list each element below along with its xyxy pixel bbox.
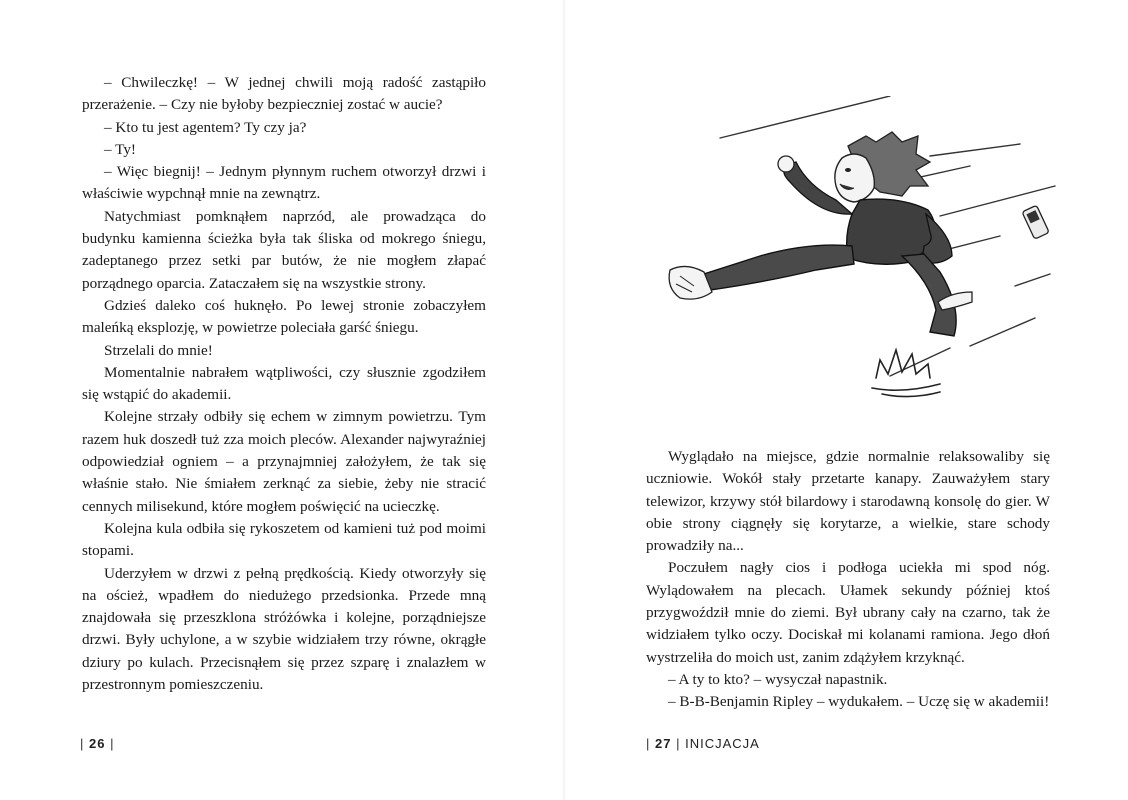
- section-title: INICJACJA: [685, 736, 760, 751]
- paragraph: Wyglądało na miejsce, gdzie normalnie relaksowaliby się uczniowie. Wokół stały przetarte kanapy. Zauważyłem stary telewizor, krzywy stół bilardowy i starodawną konsolę do gier. W obie strony ciągnęły się korytarze, a wielkie, stare schody prowadziły na...: [646, 448, 1050, 555]
- paragraph: – A ty to kto? – wysyczał napastnik.: [668, 670, 888, 688]
- paragraph: Momentalnie nabrałem wątpliwości, czy słusznie zgodziłem się wstąpić do akademii.: [82, 363, 486, 404]
- folio-bar: |: [646, 736, 651, 751]
- page-number-footer: [646, 736, 760, 751]
- paragraph: Kolejna kula odbiła się rykoszetem od kamieni tuż pod moimi stopami.: [82, 519, 486, 560]
- page-number: 27: [655, 736, 672, 751]
- paragraph: Gdzieś daleko coś huknęło. Po lewej stronie zobaczyłem maleńką eksplozję, w powietrze poleciała garść śniegu.: [82, 296, 486, 337]
- paragraph: Uderzyłem w drzwi z pełną prędkością. Kiedy otworzyły się na oścież, wpadłem do niedużego przedsionka. Przede mną znajdowała się przeszklona stróżówka i kolejne, porządniejsze drzwi. Były uchylone, a w szybie widziałem trzy równe, okrągłe dziury po kulach. Przecisnąłem się przez szparę i znalazłem w przestronnym pomieszczeniu.: [82, 564, 486, 694]
- right-page-text: [646, 446, 1050, 714]
- paragraph: Kolejne strzały odbiły się echem w zimnym powietrzu. Tym razem huk doszedł tuż zza moich pleców. Alexander najwyraźniej odpowiedział ogniem – a przynajmniej założyłem, że tak się właśnie stało. Nie śmiałem zerknąć za siebie, żeby nie stracić cennych milisekund, które mogłem poświęcić na ucieczkę.: [82, 408, 486, 515]
- running-boy-illustration-icon: [640, 96, 1080, 406]
- folio-bar: |: [676, 736, 681, 751]
- paragraph: – Chwileczkę! – W jednej chwili moją radość zastąpiło przerażenie. – Czy nie byłoby bezpieczniej zostać w aucie?: [82, 74, 486, 114]
- page-number: 26: [89, 736, 106, 751]
- paragraph: Natychmiast pomknąłem naprzód, ale prowadząca do budynku kamienna ścieżka była tak śliska od mokrego śniegu, zadeptanego przez setki par butów, że nie mogłem złapać porządnego oparcia. Zataczałem się na wszystkie strony.: [82, 207, 486, 292]
- paragraph: Poczułem nagły cios i podłoga uciekła mi spod nóg. Wylądowałem na plecach. Ułamek sekundy później ktoś przygwoździł mnie do ziemi. Był ubrany cały na czarno, tak że widziałem tylko oczy. Dociskał mi kolanami ramiona. Jego dłoń wystrzeliła do moich ust, zanim zdążyłem krzyknąć.: [646, 559, 1050, 666]
- paragraph: – B-B-Benjamin Ripley – wydukałem. – Uczę się w akademii!: [668, 693, 1050, 711]
- paragraph: – Kto tu jest agentem? Ty czy ja?: [104, 118, 307, 136]
- folio-bar: |: [80, 736, 85, 751]
- folio-bar: |: [110, 736, 115, 751]
- paragraph: – Ty!: [104, 140, 136, 158]
- page-number-footer: [80, 736, 115, 751]
- paragraph: Strzelali do mnie!: [104, 341, 213, 359]
- left-page-text: [82, 72, 486, 696]
- paragraph: – Więc biegnij! – Jednym płynnym ruchem otworzył drzwi i właściwie wypchnął mnie na zewnątrz.: [82, 163, 486, 203]
